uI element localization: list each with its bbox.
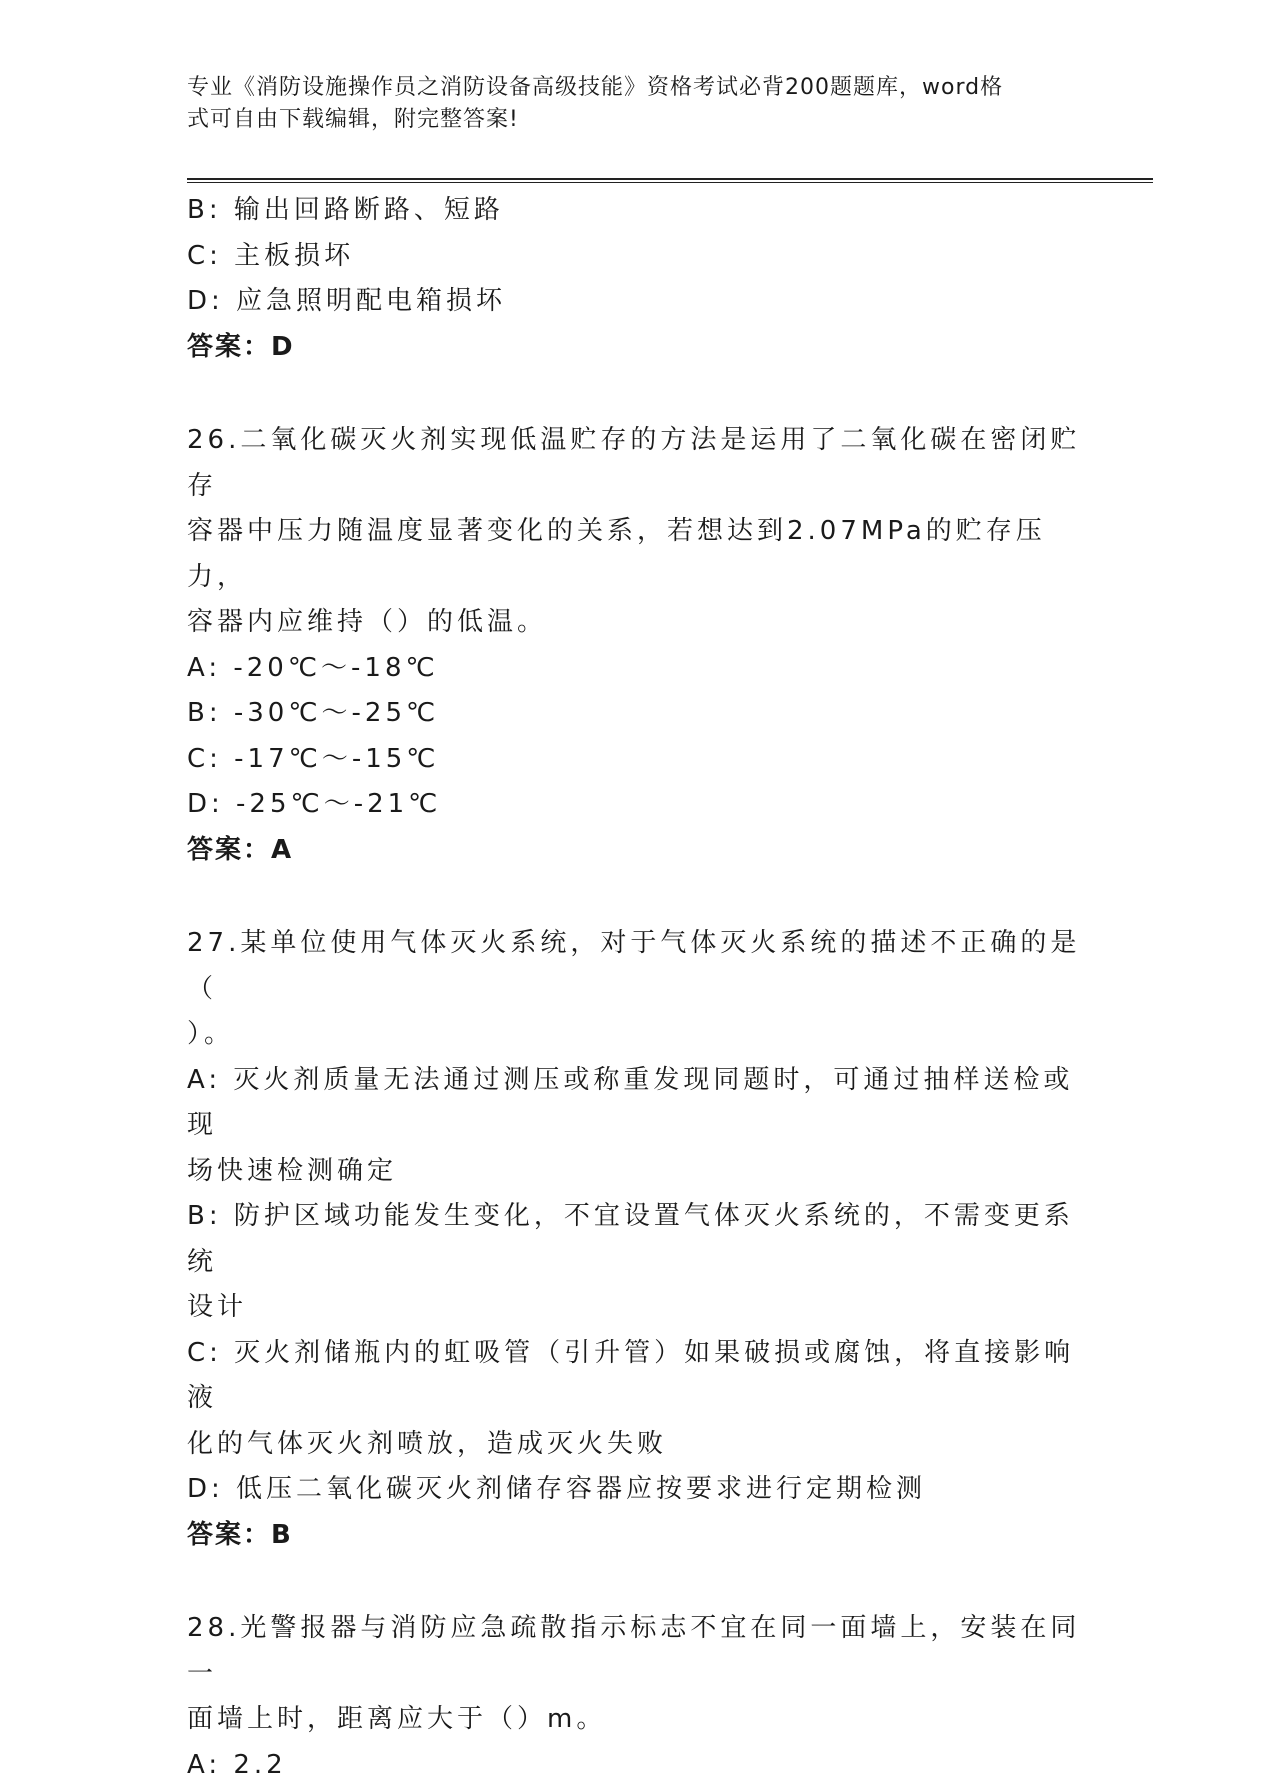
option-b-continued: 设计 [187,1285,1087,1331]
option-a: A: 灭火剂质量无法通过测压或称重发现同题时，可通过抽样送检或现 [187,1058,1087,1149]
question-stem-line: 容器中压力随温度显著变化的关系，若想达到2.07MPa的贮存压力， [187,509,1087,600]
header-line-1: 专业《消防设施操作员之消防设备高级技能》资格考试必背200题题库，word格 [187,72,1067,104]
answer-line: 答案：A [187,828,1087,874]
question-stem-line: 面墙上时，距离应大于（）m。 [187,1697,1087,1743]
option-a-continued: 场快速检测确定 [187,1149,1087,1195]
spacer [187,873,1087,921]
option-c: C: 主板损坏 [187,234,1087,280]
option-b: B: 输出回路断路、短路 [187,188,1087,234]
question-27 [187,921,1087,1558]
question-stem-line: 容器内应维持（）的低温。 [187,600,1087,646]
question-stem-line: ）。 [187,1012,1087,1058]
option-c-continued: 化的气体灭火剂喷放，造成灭火失败 [187,1422,1087,1468]
header-divider [187,178,1153,183]
option-c: C: 灭火剂储瓶内的虹吸管（引升管）如果破损或腐蚀，将直接影响液 [187,1331,1087,1422]
answer-line: 答案：D [187,325,1087,371]
option-c: C: -17℃～-15℃ [187,737,1087,783]
question-26 [187,418,1087,873]
question-stem-line: 26.二氧化碳灭火剂实现低温贮存的方法是运用了二氧化碳在密闭贮存 [187,418,1087,509]
spacer [187,1558,1087,1606]
answer-line: 答案：B [187,1513,1087,1559]
option-d: D: -25℃～-21℃ [187,782,1087,828]
question-content [187,188,1087,1788]
question-stem-line: 28.光警报器与消防应急疏散指示标志不宜在同一面墙上，安装在同一 [187,1606,1087,1697]
option-b: B: -30℃～-25℃ [187,691,1087,737]
option-b: B: 防护区域功能发生变化，不宜设置气体灭火系统的，不需变更系统 [187,1194,1087,1285]
page-header [187,72,1067,136]
question-stem-line: 27.某单位使用气体灭火系统，对于气体灭火系统的描述不正确的是（ [187,921,1087,1012]
header-line-2: 式可自由下载编辑，附完整答案! [187,104,1067,136]
option-a: A: -20℃～-18℃ [187,646,1087,692]
option-d: D: 低压二氧化碳灭火剂储存容器应按要求进行定期检测 [187,1467,1087,1513]
option-d: D: 应急照明配电箱损坏 [187,279,1087,325]
spacer [187,370,1087,418]
question-28 [187,1606,1087,1788]
previous-question-tail [187,188,1087,370]
option-a: A: 2.2 [187,1743,1087,1788]
